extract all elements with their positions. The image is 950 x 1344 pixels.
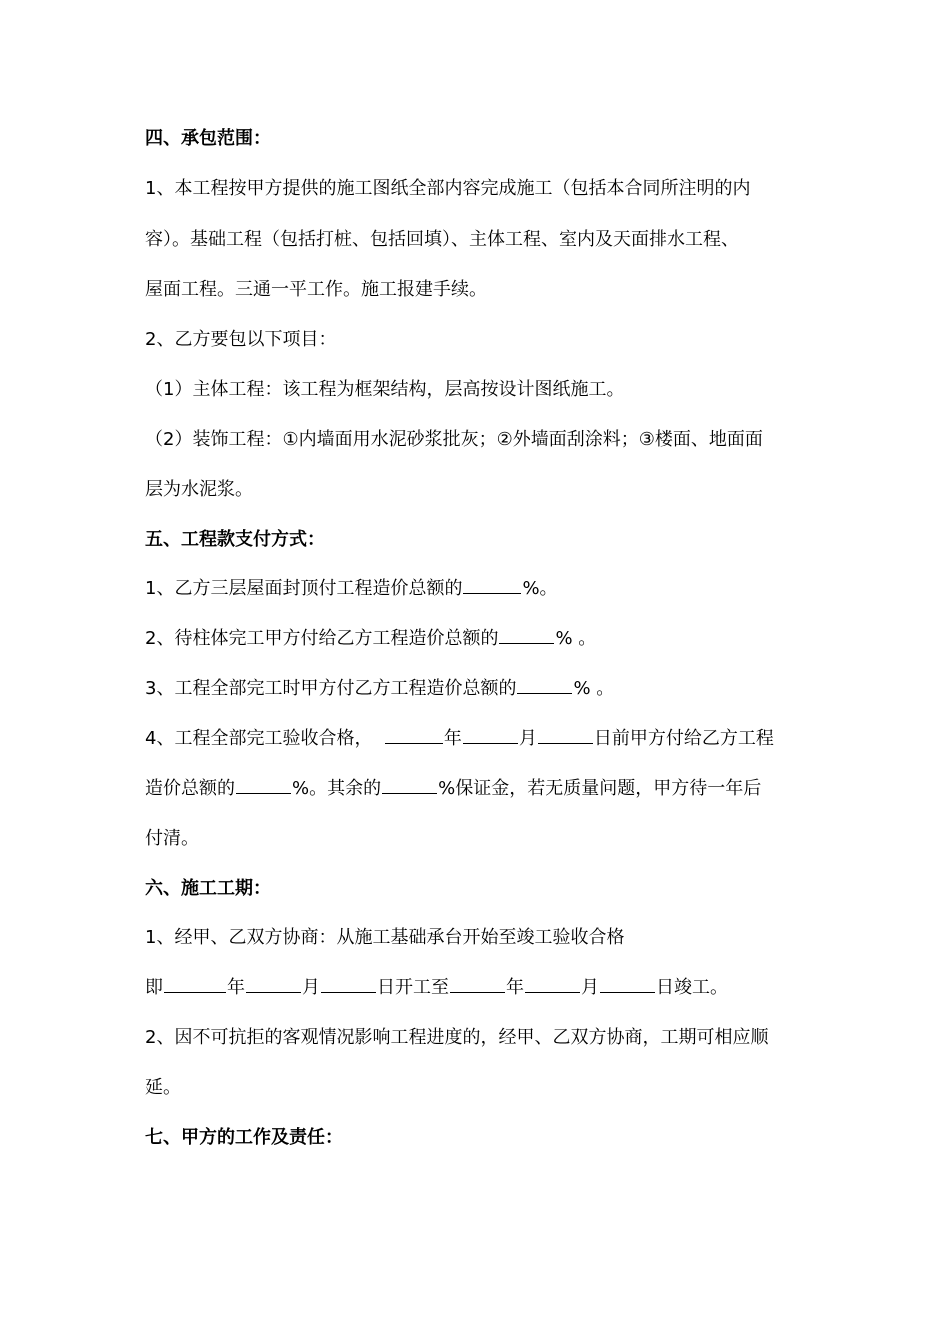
section-5-item-3 (145, 677, 815, 701)
year-label: 年 (506, 977, 524, 998)
blank-field (321, 976, 376, 993)
section-4-item-2-2-line-1: （2）装饰工程：①内墙面用水泥砂浆批灰；②外墙面刮涂料；③楼面、地面面 (145, 429, 763, 450)
blank-field (385, 727, 443, 744)
section-5-item-4-line-1 (145, 727, 815, 751)
section-4-item-2-2-line-2: 层为水泥浆。 (145, 479, 253, 500)
item-text: 造价总额的 (145, 778, 235, 799)
section-4-item-1-line-3: 屋面工程。三通一平工作。施工报建手续。 (145, 279, 487, 300)
section-4-item-2-1: （1）主体工程：该工程为框架结构，层高按设计图纸施工。 (145, 379, 625, 400)
blank-field (517, 677, 572, 694)
item-text: 1、乙方三层屋面封顶付工程造价总额的 (145, 578, 463, 599)
blank-field (450, 976, 505, 993)
item-text: 日开工至 (377, 977, 449, 998)
item-text: 即 (145, 977, 163, 998)
item-text: 日前甲方付给乙方工程 (593, 728, 774, 749)
section-7-heading: 七、甲方的工作及责任： (145, 1127, 343, 1148)
item-text: 2、待柱体完工甲方付给乙方工程造价总额的 (145, 628, 499, 649)
year-label: 年 (443, 728, 462, 749)
section-4-item-1-line-2: 容）。基础工程（包括打桩、包括回填）、主体工程、室内及天面排水工程、 (145, 229, 739, 250)
item-text: 4、工程全部完工验收合格， (145, 728, 373, 749)
section-6-item-2-line-2: 延。 (145, 1077, 181, 1098)
blank-field (236, 777, 291, 794)
blank-field (382, 777, 437, 794)
item-text: %。其余的 (292, 778, 382, 799)
item-text: 3、工程全部完工时甲方付乙方工程造价总额的 (145, 678, 517, 699)
section-6-item-1-line-2 (145, 976, 815, 1000)
blank-field (525, 976, 580, 993)
blank-field (499, 627, 554, 644)
blank-field (463, 577, 521, 594)
month-label: 月 (518, 728, 537, 749)
year-label: 年 (227, 977, 245, 998)
blank-field (246, 976, 301, 993)
item-text: 日竣工。 (656, 977, 728, 998)
section-5-heading: 五、工程款支付方式： (145, 529, 325, 550)
item-text: %。 (522, 578, 558, 599)
section-6-heading: 六、施工工期： (145, 878, 271, 899)
item-text: %保证金，若无质量问题，甲方待一年后 (438, 778, 762, 799)
item-text: % 。 (555, 628, 597, 649)
section-4-item-2: 2、乙方要包以下项目： (145, 329, 337, 350)
section-5-item-4-line-3: 付清。 (145, 828, 199, 849)
month-label: 月 (581, 977, 599, 998)
blank-field (463, 727, 518, 744)
month-label: 月 (302, 977, 320, 998)
blank-field (600, 976, 655, 993)
section-6-item-1-line-1: 1、经甲、乙双方协商：从施工基础承台开始至竣工验收合格 (145, 927, 625, 948)
item-text: % 。 (573, 678, 615, 699)
section-4-item-1-line-1: 1、本工程按甲方提供的施工图纸全部内容完成施工（包括本合同所注明的内 (145, 178, 751, 199)
section-5-item-4-line-2 (145, 777, 815, 801)
section-4-heading: 四、承包范围： (145, 128, 271, 149)
section-5-item-1 (145, 577, 815, 601)
section-6-item-2-line-1: 2、因不可抗拒的客观情况影响工程进度的，经甲、乙双方协商，工期可相应顺 (145, 1027, 769, 1048)
blank-field (164, 976, 226, 993)
section-5-item-2 (145, 627, 815, 651)
blank-field (538, 727, 593, 744)
